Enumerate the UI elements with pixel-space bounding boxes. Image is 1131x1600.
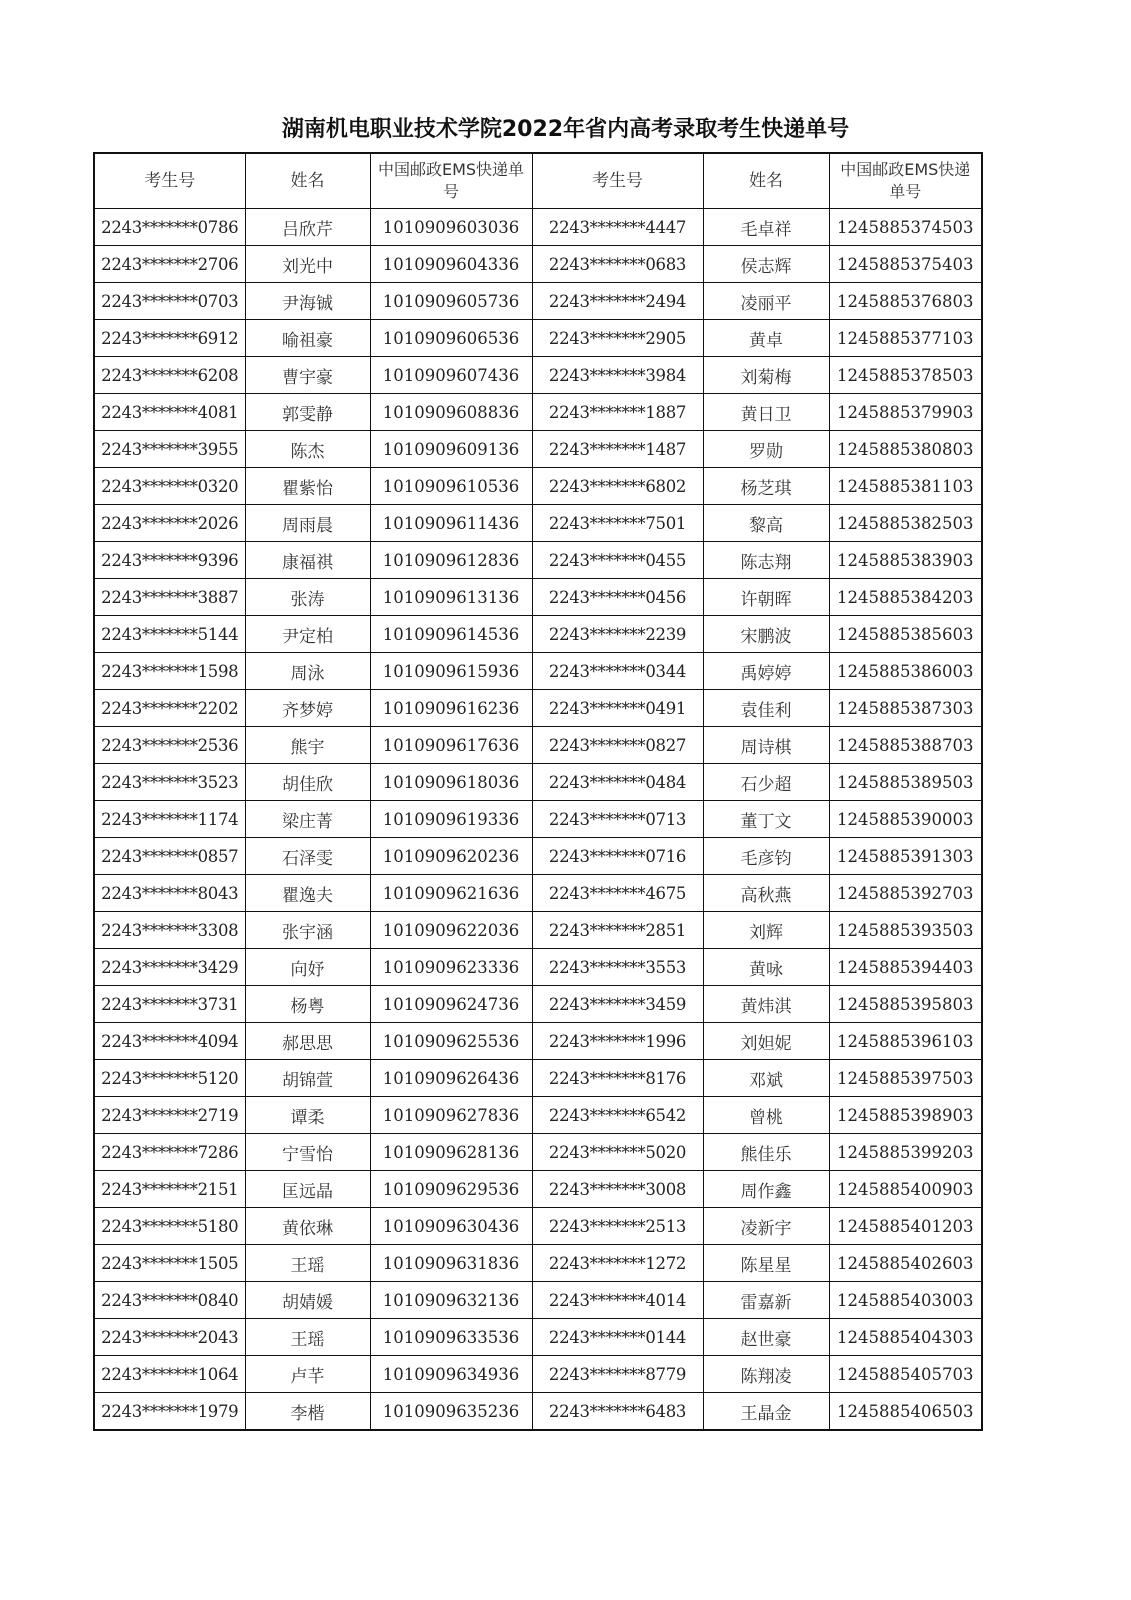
ems-tracking-cell: 1245885403003 <box>829 1282 982 1319</box>
exam-number-cell: 2243*******3955 <box>94 431 245 468</box>
ems-tracking-cell: 1010909603036 <box>370 209 532 246</box>
ems-tracking-cell: 1245885383903 <box>829 542 982 579</box>
ems-tracking-cell: 1010909618036 <box>370 764 532 801</box>
exam-number-cell: 2243*******2202 <box>94 690 245 727</box>
table-row <box>94 1356 982 1393</box>
exam-number-cell: 2243*******3459 <box>532 986 703 1023</box>
table-row <box>94 986 982 1023</box>
exam-number-cell: 2243*******2026 <box>94 505 245 542</box>
ems-tracking-cell: 1245885386003 <box>829 653 982 690</box>
exam-number-cell: 2243*******3429 <box>94 949 245 986</box>
exam-number-cell: 2243*******0713 <box>532 801 703 838</box>
student-name-cell: 瞿紫怡 <box>245 468 370 505</box>
ems-tracking-cell: 1010909626436 <box>370 1060 532 1097</box>
exam-number-cell: 2243*******1174 <box>94 801 245 838</box>
ems-tracking-cell: 1245885376803 <box>829 283 982 320</box>
student-name-cell: 刘辉 <box>703 912 829 949</box>
ems-tracking-cell: 1245885389503 <box>829 764 982 801</box>
student-name-cell: 胡锦萱 <box>245 1060 370 1097</box>
student-name-cell: 杨芝琪 <box>703 468 829 505</box>
exam-number-cell: 2243*******5144 <box>94 616 245 653</box>
exam-number-cell: 2243*******8779 <box>532 1356 703 1393</box>
ems-tracking-cell: 1245885397503 <box>829 1060 982 1097</box>
student-name-cell: 周泳 <box>245 653 370 690</box>
exam-number-cell: 2243*******6802 <box>532 468 703 505</box>
ems-tracking-cell: 1010909619336 <box>370 801 532 838</box>
student-name-cell: 毛卓祥 <box>703 209 829 246</box>
ems-tracking-cell: 1010909612836 <box>370 542 532 579</box>
exam-number-cell: 2243*******4447 <box>532 209 703 246</box>
exam-number-cell: 2243*******6208 <box>94 357 245 394</box>
student-name-cell: 陈翔凌 <box>703 1356 829 1393</box>
table-row <box>94 1319 982 1356</box>
exam-number-cell: 2243*******0144 <box>532 1319 703 1356</box>
table-row <box>94 1393 982 1431</box>
exam-number-cell: 2243*******0786 <box>94 209 245 246</box>
ems-tracking-cell: 1245885374503 <box>829 209 982 246</box>
exam-number-cell: 2243*******0683 <box>532 246 703 283</box>
student-name-cell: 吕欣芹 <box>245 209 370 246</box>
exam-number-cell: 2243*******0484 <box>532 764 703 801</box>
table-row <box>94 431 982 468</box>
ems-tracking-cell: 1245885388703 <box>829 727 982 764</box>
exam-number-cell: 2243*******6912 <box>94 320 245 357</box>
student-name-cell: 宁雪怡 <box>245 1134 370 1171</box>
ems-tracking-cell: 1245885394403 <box>829 949 982 986</box>
student-name-cell: 周作鑫 <box>703 1171 829 1208</box>
exam-number-cell: 2243*******0857 <box>94 838 245 875</box>
table-row <box>94 542 982 579</box>
ems-tracking-cell: 1245885400903 <box>829 1171 982 1208</box>
exam-number-cell: 2243*******0703 <box>94 283 245 320</box>
table-row <box>94 1134 982 1171</box>
student-name-cell: 黄咏 <box>703 949 829 986</box>
table-row <box>94 1171 982 1208</box>
student-name-cell: 齐梦婷 <box>245 690 370 727</box>
exam-number-cell: 2243*******3887 <box>94 579 245 616</box>
ems-tracking-cell: 1010909613136 <box>370 579 532 616</box>
exam-number-cell: 2243*******8043 <box>94 875 245 912</box>
student-name-cell: 侯志辉 <box>703 246 829 283</box>
ems-tracking-cell: 1010909610536 <box>370 468 532 505</box>
student-name-cell: 谭柔 <box>245 1097 370 1134</box>
header-exam-number: 考生号 <box>94 153 245 209</box>
student-name-cell: 禹婷婷 <box>703 653 829 690</box>
table-row <box>94 320 982 357</box>
student-name-cell: 梁庄菁 <box>245 801 370 838</box>
table-row <box>94 949 982 986</box>
ems-tracking-cell: 1245885375403 <box>829 246 982 283</box>
student-name-cell: 熊佳乐 <box>703 1134 829 1171</box>
student-name-cell: 雷嘉新 <box>703 1282 829 1319</box>
exam-number-cell: 2243*******2513 <box>532 1208 703 1245</box>
student-name-cell: 黄依琳 <box>245 1208 370 1245</box>
exam-number-cell: 2243*******5020 <box>532 1134 703 1171</box>
student-name-cell: 许朝晖 <box>703 579 829 616</box>
exam-number-cell: 2243*******0320 <box>94 468 245 505</box>
exam-number-cell: 2243*******1272 <box>532 1245 703 1282</box>
student-name-cell: 胡佳欣 <box>245 764 370 801</box>
exam-number-cell: 2243*******0491 <box>532 690 703 727</box>
exam-number-cell: 2243*******2905 <box>532 320 703 357</box>
ems-tracking-cell: 1245885402603 <box>829 1245 982 1282</box>
student-name-cell: 尹海铖 <box>245 283 370 320</box>
exam-number-cell: 2243*******3523 <box>94 764 245 801</box>
exam-number-cell: 2243*******0716 <box>532 838 703 875</box>
exam-number-cell: 2243*******2239 <box>532 616 703 653</box>
exam-number-cell: 2243*******0455 <box>532 542 703 579</box>
student-name-cell: 王瑶 <box>245 1319 370 1356</box>
ems-tracking-cell: 1245885398903 <box>829 1097 982 1134</box>
ems-tracking-cell: 1010909634936 <box>370 1356 532 1393</box>
ems-tracking-cell: 1010909623336 <box>370 949 532 986</box>
table-row <box>94 1245 982 1282</box>
exam-number-cell: 2243*******7501 <box>532 505 703 542</box>
exam-number-cell: 2243*******1996 <box>532 1023 703 1060</box>
student-name-cell: 向妤 <box>245 949 370 986</box>
student-name-cell: 郝思思 <box>245 1023 370 1060</box>
student-name-cell: 刘菊梅 <box>703 357 829 394</box>
table-row <box>94 357 982 394</box>
ems-tracking-cell: 1010909620236 <box>370 838 532 875</box>
table-body <box>94 209 982 1431</box>
exam-number-cell: 2243*******1064 <box>94 1356 245 1393</box>
student-name-cell: 熊宇 <box>245 727 370 764</box>
student-name-cell: 胡婧媛 <box>245 1282 370 1319</box>
student-name-cell: 刘妲妮 <box>703 1023 829 1060</box>
exam-number-cell: 2243*******3008 <box>532 1171 703 1208</box>
table-row <box>94 727 982 764</box>
table-row <box>94 394 982 431</box>
ems-tracking-cell: 1010909615936 <box>370 653 532 690</box>
ems-tracking-cell: 1245885405703 <box>829 1356 982 1393</box>
student-name-cell: 黄日卫 <box>703 394 829 431</box>
table-row <box>94 468 982 505</box>
table-row <box>94 653 982 690</box>
student-name-cell: 陈星星 <box>703 1245 829 1282</box>
student-name-cell: 陈杰 <box>245 431 370 468</box>
ems-tracking-cell: 1010909632136 <box>370 1282 532 1319</box>
student-name-cell: 黄炜淇 <box>703 986 829 1023</box>
ems-tracking-cell: 1010909611436 <box>370 505 532 542</box>
ems-tracking-cell: 1010909605736 <box>370 283 532 320</box>
ems-tracking-cell: 1245885390003 <box>829 801 982 838</box>
exam-number-cell: 2243*******0456 <box>532 579 703 616</box>
student-name-cell: 匡远晶 <box>245 1171 370 1208</box>
exam-number-cell: 2243*******4081 <box>94 394 245 431</box>
ems-tracking-cell: 1245885381103 <box>829 468 982 505</box>
ems-tracking-cell: 1010909606536 <box>370 320 532 357</box>
header-name: 姓名 <box>245 153 370 209</box>
student-name-cell: 罗勋 <box>703 431 829 468</box>
ems-tracking-cell: 1010909630436 <box>370 1208 532 1245</box>
student-name-cell: 石泽雯 <box>245 838 370 875</box>
student-name-cell: 王瑶 <box>245 1245 370 1282</box>
table-row <box>94 912 982 949</box>
ems-tracking-cell: 1245885385603 <box>829 616 982 653</box>
ems-tracking-cell: 1010909622036 <box>370 912 532 949</box>
student-name-cell: 郭雯静 <box>245 394 370 431</box>
ems-tracking-cell: 1010909608836 <box>370 394 532 431</box>
student-name-cell: 瞿逸夫 <box>245 875 370 912</box>
table-row <box>94 1282 982 1319</box>
exam-number-cell: 2243*******7286 <box>94 1134 245 1171</box>
exam-number-cell: 2243*******3984 <box>532 357 703 394</box>
exam-number-cell: 2243*******2536 <box>94 727 245 764</box>
header-ems-tracking-number: 中国邮政EMS快递单号 <box>370 153 532 209</box>
student-name-cell: 袁佳利 <box>703 690 829 727</box>
table-row <box>94 690 982 727</box>
table-row <box>94 1060 982 1097</box>
student-name-cell: 赵世豪 <box>703 1319 829 1356</box>
ems-tracking-cell: 1245885380803 <box>829 431 982 468</box>
student-name-cell: 凌新宇 <box>703 1208 829 1245</box>
exam-number-cell: 2243*******6483 <box>532 1393 703 1431</box>
table-row <box>94 1023 982 1060</box>
student-name-cell: 黄卓 <box>703 320 829 357</box>
exam-number-cell: 2243*******3731 <box>94 986 245 1023</box>
student-name-cell: 刘光中 <box>245 246 370 283</box>
document-title: 湖南机电职业技术学院2022年省内高考录取考生快递单号 <box>281 117 850 142</box>
ems-tracking-cell: 1245885396103 <box>829 1023 982 1060</box>
table-row <box>94 579 982 616</box>
ems-tracking-cell: 1245885393503 <box>829 912 982 949</box>
ems-tracking-cell: 1245885378503 <box>829 357 982 394</box>
student-name-cell: 曾桃 <box>703 1097 829 1134</box>
exam-number-cell: 2243*******1887 <box>532 394 703 431</box>
student-name-cell: 喻祖豪 <box>245 320 370 357</box>
table-row <box>94 875 982 912</box>
ems-tracking-cell: 1010909609136 <box>370 431 532 468</box>
student-name-cell: 康福祺 <box>245 542 370 579</box>
ems-tracking-cell: 1010909624736 <box>370 986 532 1023</box>
ems-tracking-cell: 1010909614536 <box>370 616 532 653</box>
exam-number-cell: 2243*******4094 <box>94 1023 245 1060</box>
student-name-cell: 李楷 <box>245 1393 370 1431</box>
exam-number-cell: 2243*******5180 <box>94 1208 245 1245</box>
student-name-cell: 毛彦钧 <box>703 838 829 875</box>
student-name-cell: 尹定柏 <box>245 616 370 653</box>
table-row <box>94 764 982 801</box>
exam-number-cell: 2243*******3308 <box>94 912 245 949</box>
ems-tracking-cell: 1245885399203 <box>829 1134 982 1171</box>
exam-number-cell: 2243*******2706 <box>94 246 245 283</box>
student-name-cell: 宋鹏波 <box>703 616 829 653</box>
ems-tracking-cell: 1245885379903 <box>829 394 982 431</box>
exam-number-cell: 2243*******6542 <box>532 1097 703 1134</box>
student-name-cell: 凌丽平 <box>703 283 829 320</box>
ems-tracking-cell: 1010909621636 <box>370 875 532 912</box>
exam-number-cell: 2243*******2151 <box>94 1171 245 1208</box>
student-name-cell: 周雨晨 <box>245 505 370 542</box>
student-name-cell: 卢芊 <box>245 1356 370 1393</box>
exam-number-cell: 2243*******5120 <box>94 1060 245 1097</box>
exam-number-cell: 2243*******1505 <box>94 1245 245 1282</box>
student-name-cell: 高秋燕 <box>703 875 829 912</box>
exam-number-cell: 2243*******0827 <box>532 727 703 764</box>
ems-tracking-cell: 1245885382503 <box>829 505 982 542</box>
table-row <box>94 1208 982 1245</box>
ems-tracking-cell: 1010909616236 <box>370 690 532 727</box>
ems-tracking-cell: 1010909625536 <box>370 1023 532 1060</box>
exam-number-cell: 2243*******8176 <box>532 1060 703 1097</box>
student-name-cell: 石少超 <box>703 764 829 801</box>
ems-tracking-cell: 1245885401203 <box>829 1208 982 1245</box>
table-row <box>94 838 982 875</box>
ems-tracking-cell: 1010909617636 <box>370 727 532 764</box>
exam-number-cell: 2243*******1979 <box>94 1393 245 1431</box>
ems-tracking-cell: 1245885406503 <box>829 1393 982 1431</box>
ems-tracking-cell: 1010909607436 <box>370 357 532 394</box>
exam-number-cell: 2243*******0840 <box>94 1282 245 1319</box>
exam-number-cell: 2243*******4014 <box>532 1282 703 1319</box>
student-name-cell: 张涛 <box>245 579 370 616</box>
ems-tracking-cell: 1245885387303 <box>829 690 982 727</box>
exam-number-cell: 2243*******2494 <box>532 283 703 320</box>
table-row <box>94 616 982 653</box>
student-name-cell: 曹宇豪 <box>245 357 370 394</box>
table-row <box>94 246 982 283</box>
student-name-cell: 周诗棋 <box>703 727 829 764</box>
table-row <box>94 1097 982 1134</box>
student-name-cell: 陈志翔 <box>703 542 829 579</box>
ems-tracking-cell: 1010909635236 <box>370 1393 532 1431</box>
exam-number-cell: 2243*******4675 <box>532 875 703 912</box>
table-row <box>94 801 982 838</box>
ems-tracking-cell: 1245885377103 <box>829 320 982 357</box>
table-header-row <box>94 153 982 209</box>
exam-number-cell: 2243*******2719 <box>94 1097 245 1134</box>
exam-number-cell: 2243*******2043 <box>94 1319 245 1356</box>
ems-tracking-cell: 1245885395803 <box>829 986 982 1023</box>
exam-number-cell: 2243*******1598 <box>94 653 245 690</box>
ems-tracking-cell: 1245885392703 <box>829 875 982 912</box>
ems-tracking-cell: 1010909631836 <box>370 1245 532 1282</box>
student-name-cell: 张宇涵 <box>245 912 370 949</box>
exam-number-cell: 2243*******3553 <box>532 949 703 986</box>
header-exam-number: 考生号 <box>532 153 703 209</box>
header-ems-tracking-number: 中国邮政EMS快递单号 <box>829 153 982 209</box>
student-name-cell: 王晶金 <box>703 1393 829 1431</box>
student-name-cell: 董丁文 <box>703 801 829 838</box>
student-name-cell: 杨粤 <box>245 986 370 1023</box>
ems-tracking-cell: 1245885404303 <box>829 1319 982 1356</box>
table-row <box>94 505 982 542</box>
table-row <box>94 283 982 320</box>
ems-tracking-cell: 1010909604336 <box>370 246 532 283</box>
exam-number-cell: 2243*******0344 <box>532 653 703 690</box>
exam-number-cell: 2243*******2851 <box>532 912 703 949</box>
tracking-number-table <box>93 152 983 1431</box>
ems-tracking-cell: 1010909629536 <box>370 1171 532 1208</box>
exam-number-cell: 2243*******9396 <box>94 542 245 579</box>
exam-number-cell: 2243*******1487 <box>532 431 703 468</box>
ems-tracking-cell: 1010909627836 <box>370 1097 532 1134</box>
header-name: 姓名 <box>703 153 829 209</box>
ems-tracking-cell: 1245885391303 <box>829 838 982 875</box>
ems-tracking-cell: 1010909628136 <box>370 1134 532 1171</box>
student-name-cell: 邓斌 <box>703 1060 829 1097</box>
table-row <box>94 209 982 246</box>
ems-tracking-cell: 1010909633536 <box>370 1319 532 1356</box>
ems-tracking-cell: 1245885384203 <box>829 579 982 616</box>
student-name-cell: 黎高 <box>703 505 829 542</box>
